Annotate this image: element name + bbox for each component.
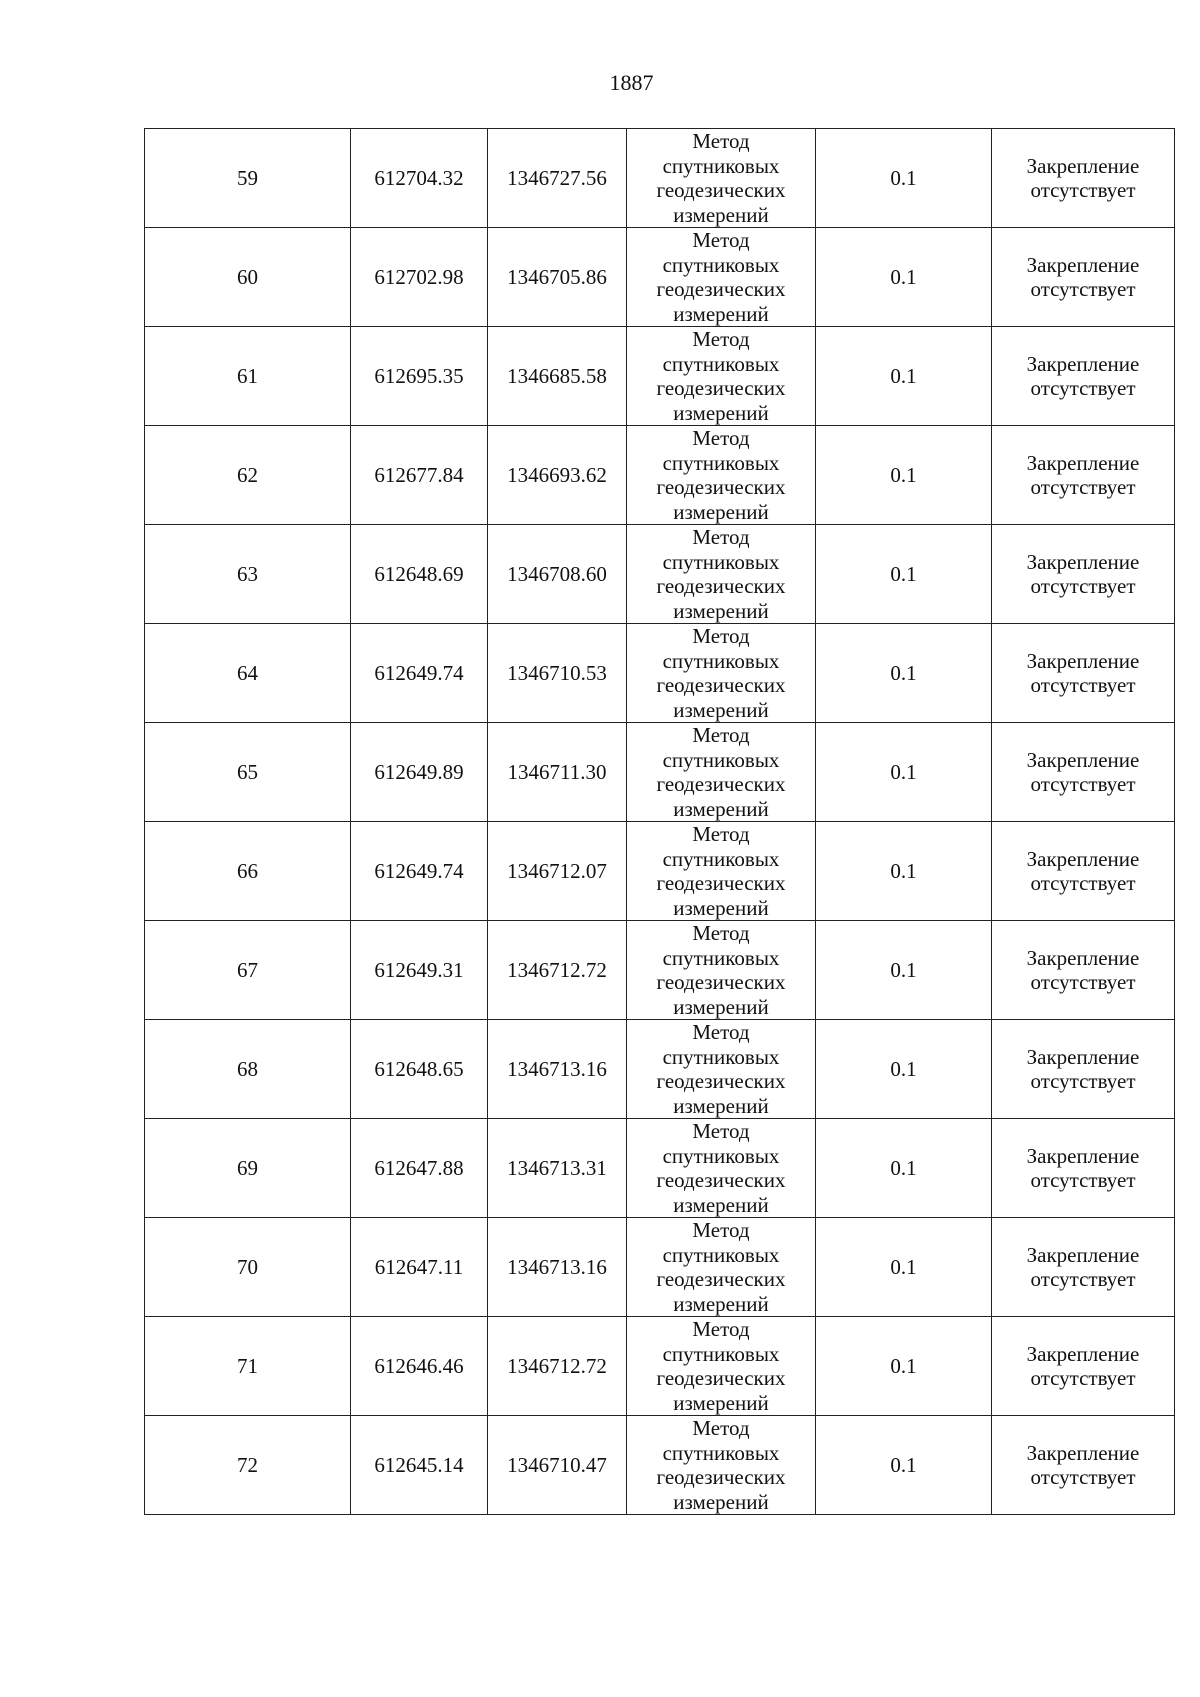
method-line: геодезических bbox=[656, 1366, 786, 1390]
table-row bbox=[145, 228, 1175, 327]
y-coordinate-cell: 1346710.47 bbox=[488, 1416, 627, 1515]
x-coordinate-cell: 612677.84 bbox=[351, 426, 488, 525]
method-line: геодезических bbox=[656, 475, 786, 499]
table-row bbox=[145, 327, 1175, 426]
fixing-line: отсутствует bbox=[1030, 376, 1136, 400]
method-line: Метод bbox=[692, 1218, 750, 1242]
fixing-cell bbox=[992, 1416, 1175, 1515]
method-line: измерений bbox=[673, 400, 769, 425]
method-cell bbox=[627, 624, 816, 723]
point-number-cell: 69 bbox=[145, 1119, 351, 1218]
fixing-line: отсутствует bbox=[1030, 871, 1136, 895]
method-line: геодезических bbox=[656, 277, 786, 301]
fixing-cell bbox=[992, 228, 1175, 327]
method-line: измерений bbox=[673, 499, 769, 524]
y-coordinate-cell: 1346712.07 bbox=[488, 822, 627, 921]
method-cell bbox=[627, 1317, 816, 1416]
method-line: спутниковых bbox=[662, 252, 780, 277]
method-line: спутниковых bbox=[662, 945, 780, 970]
fixing-line: отсутствует bbox=[1030, 574, 1136, 598]
method-line: спутниковых bbox=[662, 1341, 780, 1366]
fixing-line: отсутствует bbox=[1030, 1465, 1136, 1489]
method-line: спутниковых bbox=[662, 1044, 780, 1069]
point-number-cell: 67 bbox=[145, 921, 351, 1020]
method-line: геодезических bbox=[656, 574, 786, 598]
method-cell bbox=[627, 1218, 816, 1317]
point-number-cell: 64 bbox=[145, 624, 351, 723]
accuracy-cell: 0.1 bbox=[816, 624, 992, 723]
x-coordinate-cell: 612704.32 bbox=[351, 129, 488, 228]
method-line: Метод bbox=[692, 327, 750, 351]
method-line: измерений bbox=[673, 598, 769, 623]
table-row bbox=[145, 624, 1175, 723]
fixing-line: Закрепление bbox=[1026, 648, 1140, 673]
y-coordinate-cell: 1346710.53 bbox=[488, 624, 627, 723]
method-line: спутниковых bbox=[662, 1440, 780, 1465]
point-number-cell: 71 bbox=[145, 1317, 351, 1416]
accuracy-cell: 0.1 bbox=[816, 1119, 992, 1218]
method-cell bbox=[627, 1020, 816, 1119]
y-coordinate-cell: 1346713.31 bbox=[488, 1119, 627, 1218]
method-line: Метод bbox=[692, 1317, 750, 1341]
fixing-line: Закрепление bbox=[1026, 945, 1140, 970]
point-number-cell: 59 bbox=[145, 129, 351, 228]
fixing-line: отсутствует bbox=[1030, 1069, 1136, 1093]
fixing-line: Закрепление bbox=[1026, 1143, 1140, 1168]
method-line: геодезических bbox=[656, 1168, 786, 1192]
x-coordinate-cell: 612645.14 bbox=[351, 1416, 488, 1515]
fixing-cell bbox=[992, 624, 1175, 723]
method-cell bbox=[627, 723, 816, 822]
method-line: Метод bbox=[692, 723, 750, 747]
fixing-line: Закрепление bbox=[1026, 1341, 1140, 1366]
method-line: спутниковых bbox=[662, 846, 780, 871]
fixing-line: отсутствует bbox=[1030, 178, 1136, 202]
point-number-cell: 65 bbox=[145, 723, 351, 822]
method-line: Метод bbox=[692, 1020, 750, 1044]
accuracy-cell: 0.1 bbox=[816, 822, 992, 921]
method-line: геодезических bbox=[656, 1267, 786, 1291]
fixing-cell bbox=[992, 1317, 1175, 1416]
method-line: геодезических bbox=[656, 772, 786, 796]
method-line: Метод bbox=[692, 1119, 750, 1143]
point-number-cell: 60 bbox=[145, 228, 351, 327]
fixing-line: Закрепление bbox=[1026, 153, 1140, 178]
table-row bbox=[145, 822, 1175, 921]
fixing-line: отсутствует bbox=[1030, 970, 1136, 994]
method-line: Метод bbox=[692, 426, 750, 450]
method-line: измерений bbox=[673, 202, 769, 227]
fixing-cell bbox=[992, 723, 1175, 822]
fixing-line: Закрепление bbox=[1026, 846, 1140, 871]
fixing-line: отсутствует bbox=[1030, 1168, 1136, 1192]
y-coordinate-cell: 1346712.72 bbox=[488, 1317, 627, 1416]
method-cell bbox=[627, 426, 816, 525]
x-coordinate-cell: 612647.88 bbox=[351, 1119, 488, 1218]
method-line: Метод bbox=[692, 129, 750, 153]
method-line: геодезических bbox=[656, 376, 786, 400]
accuracy-cell: 0.1 bbox=[816, 1317, 992, 1416]
y-coordinate-cell: 1346693.62 bbox=[488, 426, 627, 525]
y-coordinate-cell: 1346705.86 bbox=[488, 228, 627, 327]
table-row bbox=[145, 129, 1175, 228]
x-coordinate-cell: 612649.74 bbox=[351, 822, 488, 921]
x-coordinate-cell: 612695.35 bbox=[351, 327, 488, 426]
method-line: спутниковых bbox=[662, 747, 780, 772]
fixing-line: Закрепление bbox=[1026, 351, 1140, 376]
fixing-cell bbox=[992, 1119, 1175, 1218]
method-line: спутниковых bbox=[662, 549, 780, 574]
fixing-cell bbox=[992, 525, 1175, 624]
point-number-cell: 63 bbox=[145, 525, 351, 624]
accuracy-cell: 0.1 bbox=[816, 1020, 992, 1119]
fixing-cell bbox=[992, 129, 1175, 228]
method-line: спутниковых bbox=[662, 648, 780, 673]
accuracy-cell: 0.1 bbox=[816, 1218, 992, 1317]
method-line: геодезических bbox=[656, 178, 786, 202]
method-line: спутниковых bbox=[662, 450, 780, 475]
x-coordinate-cell: 612649.31 bbox=[351, 921, 488, 1020]
x-coordinate-cell: 612649.74 bbox=[351, 624, 488, 723]
fixing-cell bbox=[992, 1218, 1175, 1317]
accuracy-cell: 0.1 bbox=[816, 228, 992, 327]
accuracy-cell: 0.1 bbox=[816, 921, 992, 1020]
method-line: Метод bbox=[692, 1416, 750, 1440]
accuracy-cell: 0.1 bbox=[816, 723, 992, 822]
method-cell bbox=[627, 327, 816, 426]
method-line: геодезических bbox=[656, 871, 786, 895]
x-coordinate-cell: 612646.46 bbox=[351, 1317, 488, 1416]
point-number-cell: 72 bbox=[145, 1416, 351, 1515]
method-line: измерений bbox=[673, 895, 769, 920]
method-cell bbox=[627, 129, 816, 228]
method-line: измерений bbox=[673, 1489, 769, 1514]
table-row bbox=[145, 1218, 1175, 1317]
method-cell bbox=[627, 525, 816, 624]
method-line: спутниковых bbox=[662, 153, 780, 178]
fixing-line: Закрепление bbox=[1026, 1440, 1140, 1465]
fixing-line: Закрепление bbox=[1026, 252, 1140, 277]
fixing-line: отсутствует bbox=[1030, 277, 1136, 301]
method-line: измерений bbox=[673, 301, 769, 326]
fixing-cell bbox=[992, 426, 1175, 525]
method-line: спутниковых bbox=[662, 351, 780, 376]
y-coordinate-cell: 1346712.72 bbox=[488, 921, 627, 1020]
y-coordinate-cell: 1346727.56 bbox=[488, 129, 627, 228]
fixing-cell bbox=[992, 1020, 1175, 1119]
method-cell bbox=[627, 228, 816, 327]
method-cell bbox=[627, 1119, 816, 1218]
fixing-line: Закрепление bbox=[1026, 747, 1140, 772]
page-number: 1887 bbox=[609, 70, 654, 95]
point-number-cell: 61 bbox=[145, 327, 351, 426]
table-row bbox=[145, 1020, 1175, 1119]
y-coordinate-cell: 1346708.60 bbox=[488, 525, 627, 624]
method-line: измерений bbox=[673, 1192, 769, 1217]
accuracy-cell: 0.1 bbox=[816, 525, 992, 624]
accuracy-cell: 0.1 bbox=[816, 426, 992, 525]
accuracy-cell: 0.1 bbox=[816, 1416, 992, 1515]
method-cell bbox=[627, 822, 816, 921]
method-line: измерений bbox=[673, 994, 769, 1019]
method-cell bbox=[627, 921, 816, 1020]
fixing-line: Закрепление bbox=[1026, 549, 1140, 574]
method-line: измерений bbox=[673, 1390, 769, 1415]
y-coordinate-cell: 1346713.16 bbox=[488, 1020, 627, 1119]
fixing-line: Закрепление bbox=[1026, 1044, 1140, 1069]
table-row bbox=[145, 723, 1175, 822]
y-coordinate-cell: 1346711.30 bbox=[488, 723, 627, 822]
table-row bbox=[145, 1416, 1175, 1515]
table-row bbox=[145, 525, 1175, 624]
method-cell bbox=[627, 1416, 816, 1515]
method-line: Метод bbox=[692, 525, 750, 549]
method-line: Метод bbox=[692, 921, 750, 945]
x-coordinate-cell: 612647.11 bbox=[351, 1218, 488, 1317]
x-coordinate-cell: 612649.89 bbox=[351, 723, 488, 822]
method-line: геодезических bbox=[656, 970, 786, 994]
method-line: Метод bbox=[692, 624, 750, 648]
fixing-cell bbox=[992, 921, 1175, 1020]
accuracy-cell: 0.1 bbox=[816, 327, 992, 426]
y-coordinate-cell: 1346713.16 bbox=[488, 1218, 627, 1317]
method-line: измерений bbox=[673, 796, 769, 821]
table-row bbox=[145, 1317, 1175, 1416]
fixing-line: отсутствует bbox=[1030, 1366, 1136, 1390]
fixing-line: отсутствует bbox=[1030, 772, 1136, 796]
point-number-cell: 62 bbox=[145, 426, 351, 525]
x-coordinate-cell: 612702.98 bbox=[351, 228, 488, 327]
method-line: геодезических bbox=[656, 1465, 786, 1489]
method-line: Метод bbox=[692, 228, 750, 252]
fixing-cell bbox=[992, 327, 1175, 426]
coordinates-table-body bbox=[145, 129, 1175, 1515]
table-row bbox=[145, 921, 1175, 1020]
fixing-line: Закрепление bbox=[1026, 450, 1140, 475]
table-row bbox=[145, 426, 1175, 525]
coordinates-table bbox=[144, 128, 1175, 1515]
method-line: спутниковых bbox=[662, 1242, 780, 1267]
method-line: спутниковых bbox=[662, 1143, 780, 1168]
table-row bbox=[145, 1119, 1175, 1218]
method-line: Метод bbox=[692, 822, 750, 846]
method-line: геодезических bbox=[656, 1069, 786, 1093]
point-number-cell: 66 bbox=[145, 822, 351, 921]
fixing-line: отсутствует bbox=[1030, 1267, 1136, 1291]
x-coordinate-cell: 612648.69 bbox=[351, 525, 488, 624]
fixing-line: отсутствует bbox=[1030, 673, 1136, 697]
accuracy-cell: 0.1 bbox=[816, 129, 992, 228]
x-coordinate-cell: 612648.65 bbox=[351, 1020, 488, 1119]
fixing-cell bbox=[992, 822, 1175, 921]
method-line: измерений bbox=[673, 1093, 769, 1118]
fixing-line: отсутствует bbox=[1030, 475, 1136, 499]
y-coordinate-cell: 1346685.58 bbox=[488, 327, 627, 426]
point-number-cell: 68 bbox=[145, 1020, 351, 1119]
point-number-cell: 70 bbox=[145, 1218, 351, 1317]
method-line: геодезических bbox=[656, 673, 786, 697]
fixing-line: Закрепление bbox=[1026, 1242, 1140, 1267]
method-line: измерений bbox=[673, 697, 769, 722]
method-line: измерений bbox=[673, 1291, 769, 1316]
